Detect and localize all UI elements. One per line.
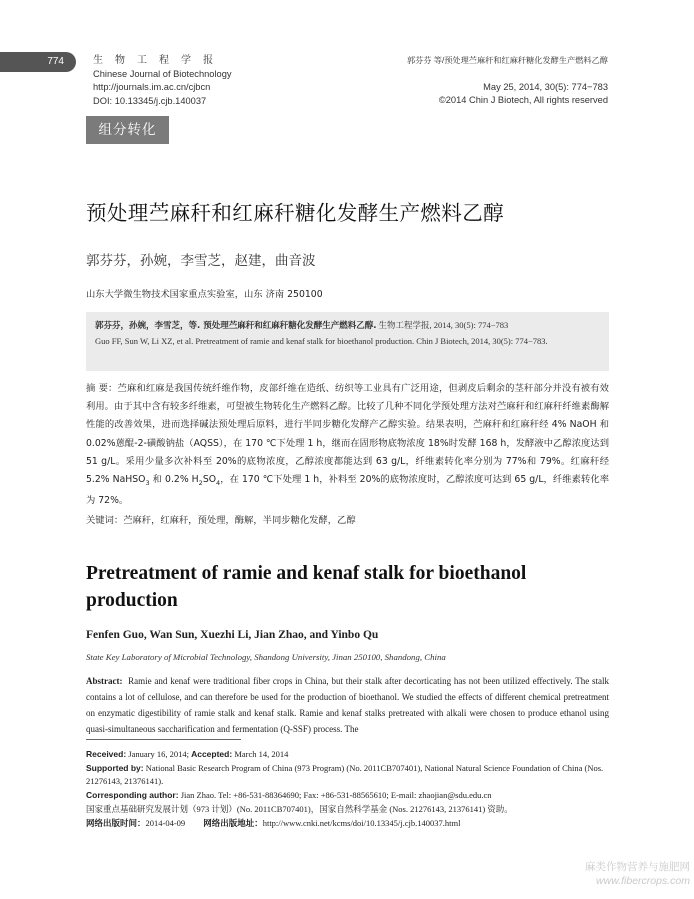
page-number-badge: 774	[0, 52, 76, 72]
supported-label: Supported by:	[86, 762, 144, 773]
section-tag: 组分转化	[86, 116, 169, 144]
journal-header-left	[93, 54, 232, 108]
abstract-cn-sub: 3	[145, 478, 150, 487]
abstract-cn-label: 摘 要：	[86, 383, 118, 394]
abstract-cn-sub: 4	[216, 478, 221, 487]
online-line	[86, 817, 609, 831]
corresponding-text: Jian Zhao. Tel: +86-531-88364690; Fax: +86-531-88565610; E-mail: zhaojian@sdu.edu.cn	[178, 790, 492, 801]
received-label: Received:	[86, 749, 127, 759]
running-title: 郭芬芬 等/预处理苎麻秆和红麻秆糖化发酵生产燃料乙醇	[406, 56, 608, 65]
affiliation-cn: 山东大学微生物技术国家重点实验室，山东 济南 250100	[86, 289, 323, 300]
accepted-label: Accepted:	[191, 749, 233, 759]
affiliation-en: State Key Laboratory of Microbial Technology, Shandong University, Jinan 250100, Shandong, China	[86, 652, 446, 662]
supported-line	[86, 762, 609, 789]
citation-box	[86, 312, 609, 371]
keywords-cn: 关键词：苎麻秆，红麻秆，预处理，酶解，半同步糖化发酵，乙醇	[86, 515, 356, 526]
online-time-label: 网络出版时间：	[86, 817, 146, 828]
received-line	[86, 748, 609, 762]
citation-cn-rest: 生物工程学报, 2014, 30(5): 774−783	[376, 320, 509, 330]
corresponding-line	[86, 789, 609, 803]
online-url[interactable]: http://www.cnki.net/kcms/doi/10.13345/j.cjb.140037.html	[262, 817, 461, 828]
title-en: Pretreatment of ramie and kenaf stalk for bioethanol production	[86, 563, 527, 611]
authors-en: Fenfen Guo, Wan Sun, Xuezhi Li, Jian Zhao, and Yinbo Qu	[86, 629, 379, 641]
abstract-cn-text: SO	[202, 474, 217, 486]
abstract-cn-sub: 2	[198, 478, 203, 487]
online-url-label: 网络出版地址：	[203, 817, 263, 828]
online-time: 2014-04-09	[145, 817, 186, 828]
watermark-line2: www.fibercrops.com	[596, 875, 690, 887]
corresponding-label: Corresponding author:	[86, 790, 179, 801]
abstract-en	[86, 673, 609, 737]
journal-name-en: Chinese Journal of Biotechnology	[93, 68, 232, 79]
abstract-cn	[86, 380, 609, 510]
journal-url[interactable]: http://journals.im.ac.cn/cjbcn	[93, 82, 211, 92]
funding-cn: 国家重点基础研究发展计划（973 计划）(No. 2011CB707401)，国家自然科学基金 (Nos. 21276143, 21376141) 资助。	[86, 803, 513, 814]
journal-header-right	[407, 54, 608, 108]
footnotes	[86, 748, 609, 830]
site-watermark	[585, 860, 690, 888]
abstract-cn-text: 苎麻和红麻是我国传统纤维作物，皮部纤维在造纸、纺织等工业具有广泛用途，但剥皮后剩余的茎秆部分并没有被有效利用。由于其中含有较多纤维素，可望被生物转化生产燃料乙醇。比较了几种不同化学预处理方法对苎麻秆和红麻秆纤维素酶解性能的改善效果，进而选择碱法预处理后原料，进行半同步糖化发酵产乙醇实验。结果表明，苎麻秆和红麻秆经 4% NaOH 和 0.02%蒽醌-2-磺酸钠盐（AQSS），在 170 ℃下处理 1 h，继而在固形物底物浓度 18%时发酵 168 h，发酵液中乙醇浓度达到 51 g/L。采用少量多次补料至 20%的底物浓度，乙醇浓度都能达到 63 g/L，纤维素转化率分别为 77%和 79%。红麻秆经 5.2% NaHSO	[86, 383, 609, 486]
citation-cn	[95, 318, 600, 334]
doi: DOI: 10.13345/j.cjb.140037	[93, 95, 207, 106]
footnote-divider	[86, 739, 241, 740]
abstract-en-text: Ramie and kenaf were traditional fiber crops in China, but their stalk after decorticating has not been utilized effectively. The stalk contains a lot of cellulose, and can therefore be used for the production of bioethanol. We studied the effects of different chemical pretreatment on enzymatic digestibility of ramie stalk and kenaf stalk. Ramie and kenaf stalks pretreated with alkali were chosen to produce ethanol using quasi-simultaneous saccharification and fermentation (Q-SSF) process. The	[86, 676, 610, 734]
journal-name-cn: 生物工程学报	[93, 55, 225, 66]
citation-cn-bold: 郭芬芬，孙婉，李雪芝，等. 预处理苎麻秆和红麻秆糖化发酵生产燃料乙醇.	[95, 321, 377, 331]
received-date: January 16, 2014;	[126, 749, 192, 759]
abstract-cn-text: 和 0.2% H	[149, 474, 199, 486]
abstract-cn-text: ，在 170 ℃下处理 1 h，补料至 20%的底物浓度时，乙醇浓度可达到 65 g/L，纤维素转化率为 72%。	[86, 474, 610, 507]
issue-info: May 25, 2014, 30(5): 774−783	[483, 81, 608, 92]
supported-text: National Basic Research Program of China (973 Program) (No. 2011CB707401), National Natural Science Foundation of China (Nos. 21276143, 21376141).	[86, 762, 604, 787]
watermark-line1: 麻类作物营养与施肥网	[585, 861, 690, 873]
copyright: ©2014 Chin J Biotech, All rights reserved	[438, 95, 608, 105]
authors-cn: 郭芬芬，孙婉，李雪芝，赵建，曲音波	[86, 253, 316, 269]
abstract-en-label: Abstract:	[86, 676, 123, 686]
accepted-date: March 14, 2014	[232, 749, 289, 759]
citation-en: Guo FF, Sun W, Li XZ, et al. Pretreatment of ramie and kenaf stalk for bioethanol production. Chin J Biotech, 2014, 30(5): 774−783.	[95, 335, 548, 346]
title-cn: 预处理苎麻秆和红麻秆糖化发酵生产燃料乙醇	[86, 201, 504, 225]
